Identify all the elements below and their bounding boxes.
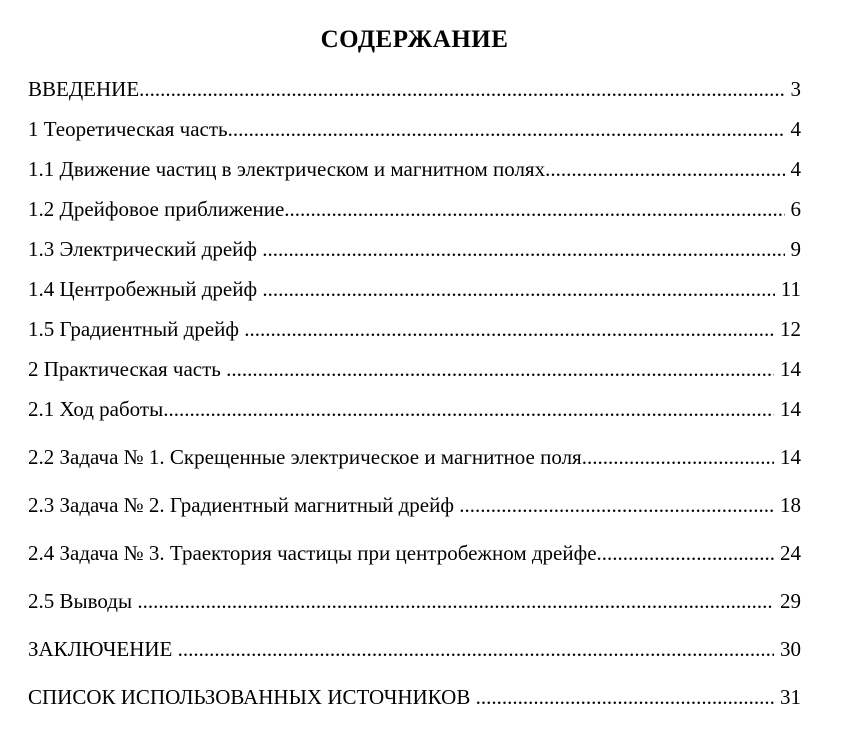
toc-entry-label: 1.3 Электрический дрейф bbox=[28, 237, 263, 261]
toc-entry-page: 14 bbox=[780, 397, 801, 421]
dot-leader bbox=[284, 197, 784, 222]
toc-entry-references[interactable] bbox=[28, 672, 801, 720]
dot-leader bbox=[262, 237, 784, 262]
toc-entry-2-1[interactable] bbox=[28, 388, 801, 428]
dot-leader bbox=[226, 357, 774, 382]
toc-entry-2-2[interactable] bbox=[28, 432, 801, 480]
toc-entry-2-3[interactable] bbox=[28, 480, 801, 528]
toc-entry-label: 2 Практическая часть bbox=[28, 357, 227, 381]
toc-entry-1-1[interactable] bbox=[28, 148, 801, 188]
toc-entry-label: 2.5 Выводы bbox=[28, 589, 138, 613]
dot-leader bbox=[137, 589, 774, 614]
page-title: СОДЕРЖАНИЕ bbox=[320, 26, 509, 53]
toc-entry-page: 29 bbox=[780, 589, 801, 613]
toc-entry-theory[interactable] bbox=[28, 108, 801, 148]
toc-entry-label: 2.4 Задача № 3. Траектория частицы при центробежном дрейфе bbox=[28, 541, 597, 565]
dot-leader bbox=[163, 397, 774, 422]
toc-entry-label: 1.4 Центробежный дрейф bbox=[28, 277, 263, 301]
toc-entry-1-5[interactable] bbox=[28, 308, 801, 348]
toc-entry-label: 1.5 Градиентный дрейф bbox=[28, 317, 245, 341]
toc-entry-label: 2.1 Ход работы bbox=[28, 397, 164, 421]
toc-entry-page: 3 bbox=[790, 77, 801, 101]
toc-entry-label: ЗАКЛЮЧЕНИЕ bbox=[28, 637, 178, 661]
dot-leader bbox=[582, 445, 774, 470]
toc-entry-label: 1.1 Движение частиц в электрическом и магнитном полях bbox=[28, 157, 546, 181]
toc-entry-label: 1.2 Дрейфовое приближение bbox=[28, 197, 285, 221]
dot-leader bbox=[178, 637, 774, 662]
toc-entry-page: 31 bbox=[780, 685, 801, 709]
toc-entry-1-2[interactable] bbox=[28, 188, 801, 228]
toc-entry-page: 14 bbox=[780, 445, 801, 469]
toc-entry-page: 9 bbox=[790, 237, 801, 261]
toc-entry-2-4[interactable] bbox=[28, 528, 801, 576]
dot-leader bbox=[262, 277, 774, 302]
dot-leader bbox=[459, 493, 774, 518]
dot-leader bbox=[597, 541, 774, 566]
toc-entry-2-5[interactable] bbox=[28, 576, 801, 624]
toc-entry-page: 14 bbox=[780, 357, 801, 381]
toc-entry-1-3[interactable] bbox=[28, 228, 801, 268]
dot-leader bbox=[476, 685, 774, 710]
toc-entry-page: 12 bbox=[780, 317, 801, 341]
dot-leader bbox=[244, 317, 774, 342]
toc-entry-label: 2.3 Задача № 2. Градиентный магнитный дрейф bbox=[28, 493, 460, 517]
toc-entry-page: 24 bbox=[780, 541, 801, 565]
toc-entry-page: 11 bbox=[780, 277, 801, 301]
toc-entry-practice[interactable] bbox=[28, 348, 801, 388]
toc-entry-introduction[interactable] bbox=[28, 68, 801, 108]
toc-entry-label: 1 Теоретическая часть bbox=[28, 117, 228, 141]
dot-leader bbox=[139, 77, 784, 102]
toc-entry-page: 4 bbox=[790, 117, 801, 141]
toc-entry-page: 6 bbox=[790, 197, 801, 221]
toc-entry-page: 18 bbox=[780, 493, 801, 517]
dot-leader bbox=[228, 117, 785, 142]
dot-leader bbox=[545, 157, 784, 182]
toc-entry-page: 30 bbox=[780, 637, 801, 661]
toc-list bbox=[28, 68, 801, 720]
toc-entry-label: 2.2 Задача № 1. Скрещенные электрическое и магнитное поля bbox=[28, 445, 582, 469]
toc-entry-1-4[interactable] bbox=[28, 268, 801, 308]
toc-entry-label: СПИСОК ИСПОЛЬЗОВАННЫХ ИСТОЧНИКОВ bbox=[28, 685, 476, 709]
toc-entry-label: ВВЕДЕНИЕ bbox=[28, 77, 140, 101]
toc-entry-page: 4 bbox=[790, 157, 801, 181]
toc-entry-conclusion[interactable] bbox=[28, 624, 801, 672]
